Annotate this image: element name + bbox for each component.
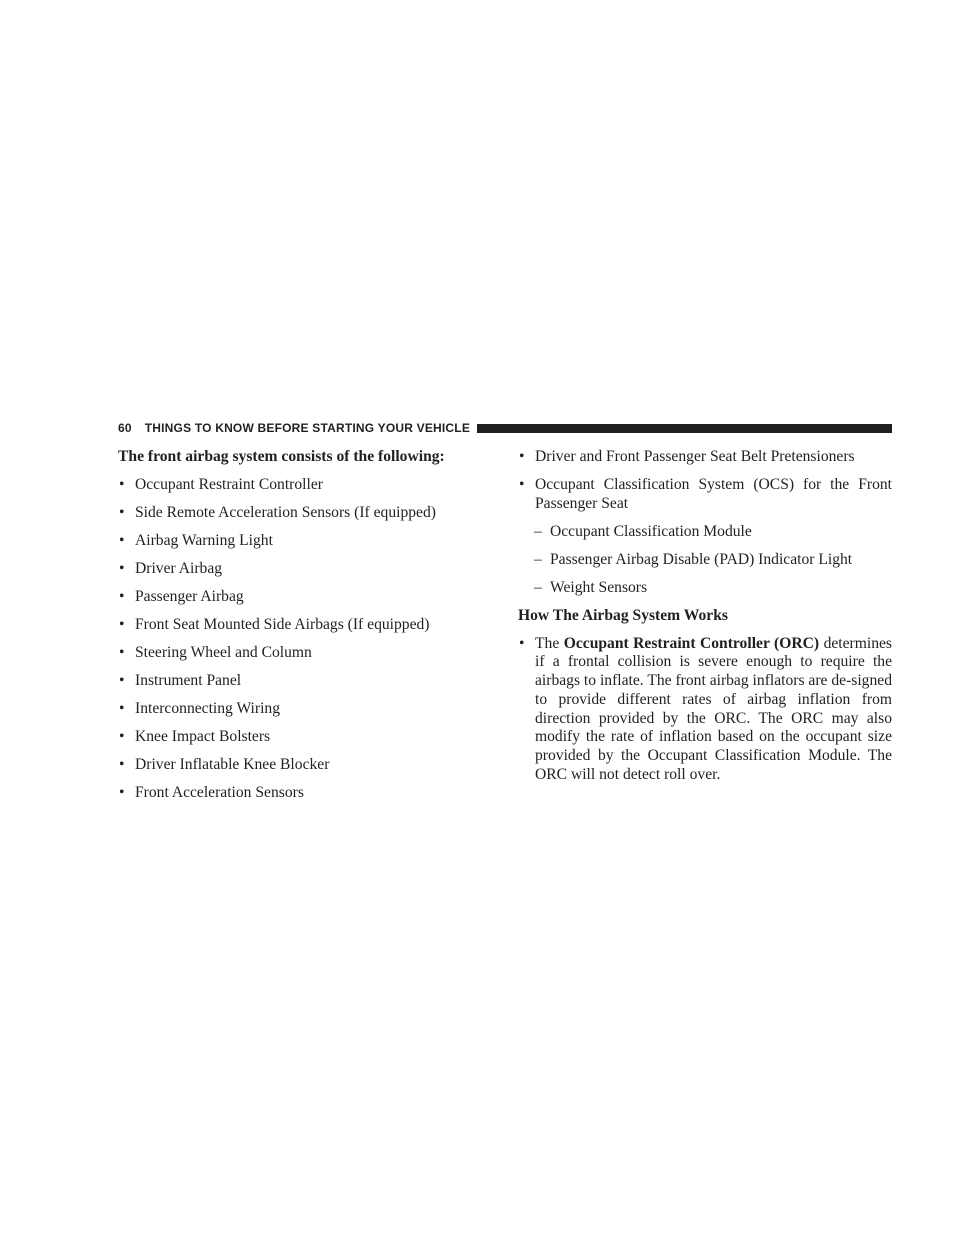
header-rule (477, 424, 892, 433)
orc-term: Occupant Restraint Controller (ORC) (563, 634, 820, 652)
right-column (518, 448, 892, 794)
orc-prefix: The (535, 634, 564, 652)
sub-list-item: – Occupant Classification Module (518, 523, 892, 542)
list-item: • Driver Airbag (118, 560, 488, 579)
orc-paragraph (518, 635, 892, 785)
left-column (118, 448, 488, 812)
page-header (118, 418, 892, 438)
list-item: • Driver Inflatable Knee Blocker (118, 756, 488, 775)
list-item: • Driver and Front Passenger Seat Belt Pretensioners (518, 448, 892, 467)
list-item: • Steering Wheel and Column (118, 644, 488, 663)
list-lead: The front airbag system consists of the following: (118, 448, 445, 465)
section-title: THINGS TO KNOW BEFORE STARTING YOUR VEHICLE (144, 421, 471, 435)
list-item: • Instrument Panel (118, 672, 488, 691)
subheading: How The Airbag System Works (518, 606, 728, 624)
orc-text: determines if a frontal collision is severe enough to require the airbags to inflate. The front airbag inflators are de-signed to provide different rates of airbag inflation from direction provided by the ORC. The ORC may also modify the rate of inflation based on the occupant size provided by the Occupant Classification Module. The ORC will not detect roll over. (535, 634, 892, 783)
sub-list-item: – Passenger Airbag Disable (PAD) Indicator Light (518, 551, 892, 570)
list-item: • Front Seat Mounted Side Airbags (If equipped) (118, 616, 488, 635)
list-item: • Knee Impact Bolsters (118, 728, 488, 747)
list-item: • Occupant Classification System (OCS) for the Front Passenger Seat (518, 476, 892, 513)
sub-list-item: – Weight Sensors (518, 579, 892, 598)
page-number: 60 (118, 421, 132, 435)
list-item: • Occupant Restraint Controller (118, 476, 488, 495)
list-item: • Front Acceleration Sensors (118, 784, 488, 803)
list-item: • Interconnecting Wiring (118, 700, 488, 719)
list-item: • Airbag Warning Light (118, 532, 488, 551)
list-item: • Side Remote Acceleration Sensors (If equipped) (118, 504, 488, 523)
list-item: • Passenger Airbag (118, 588, 488, 607)
